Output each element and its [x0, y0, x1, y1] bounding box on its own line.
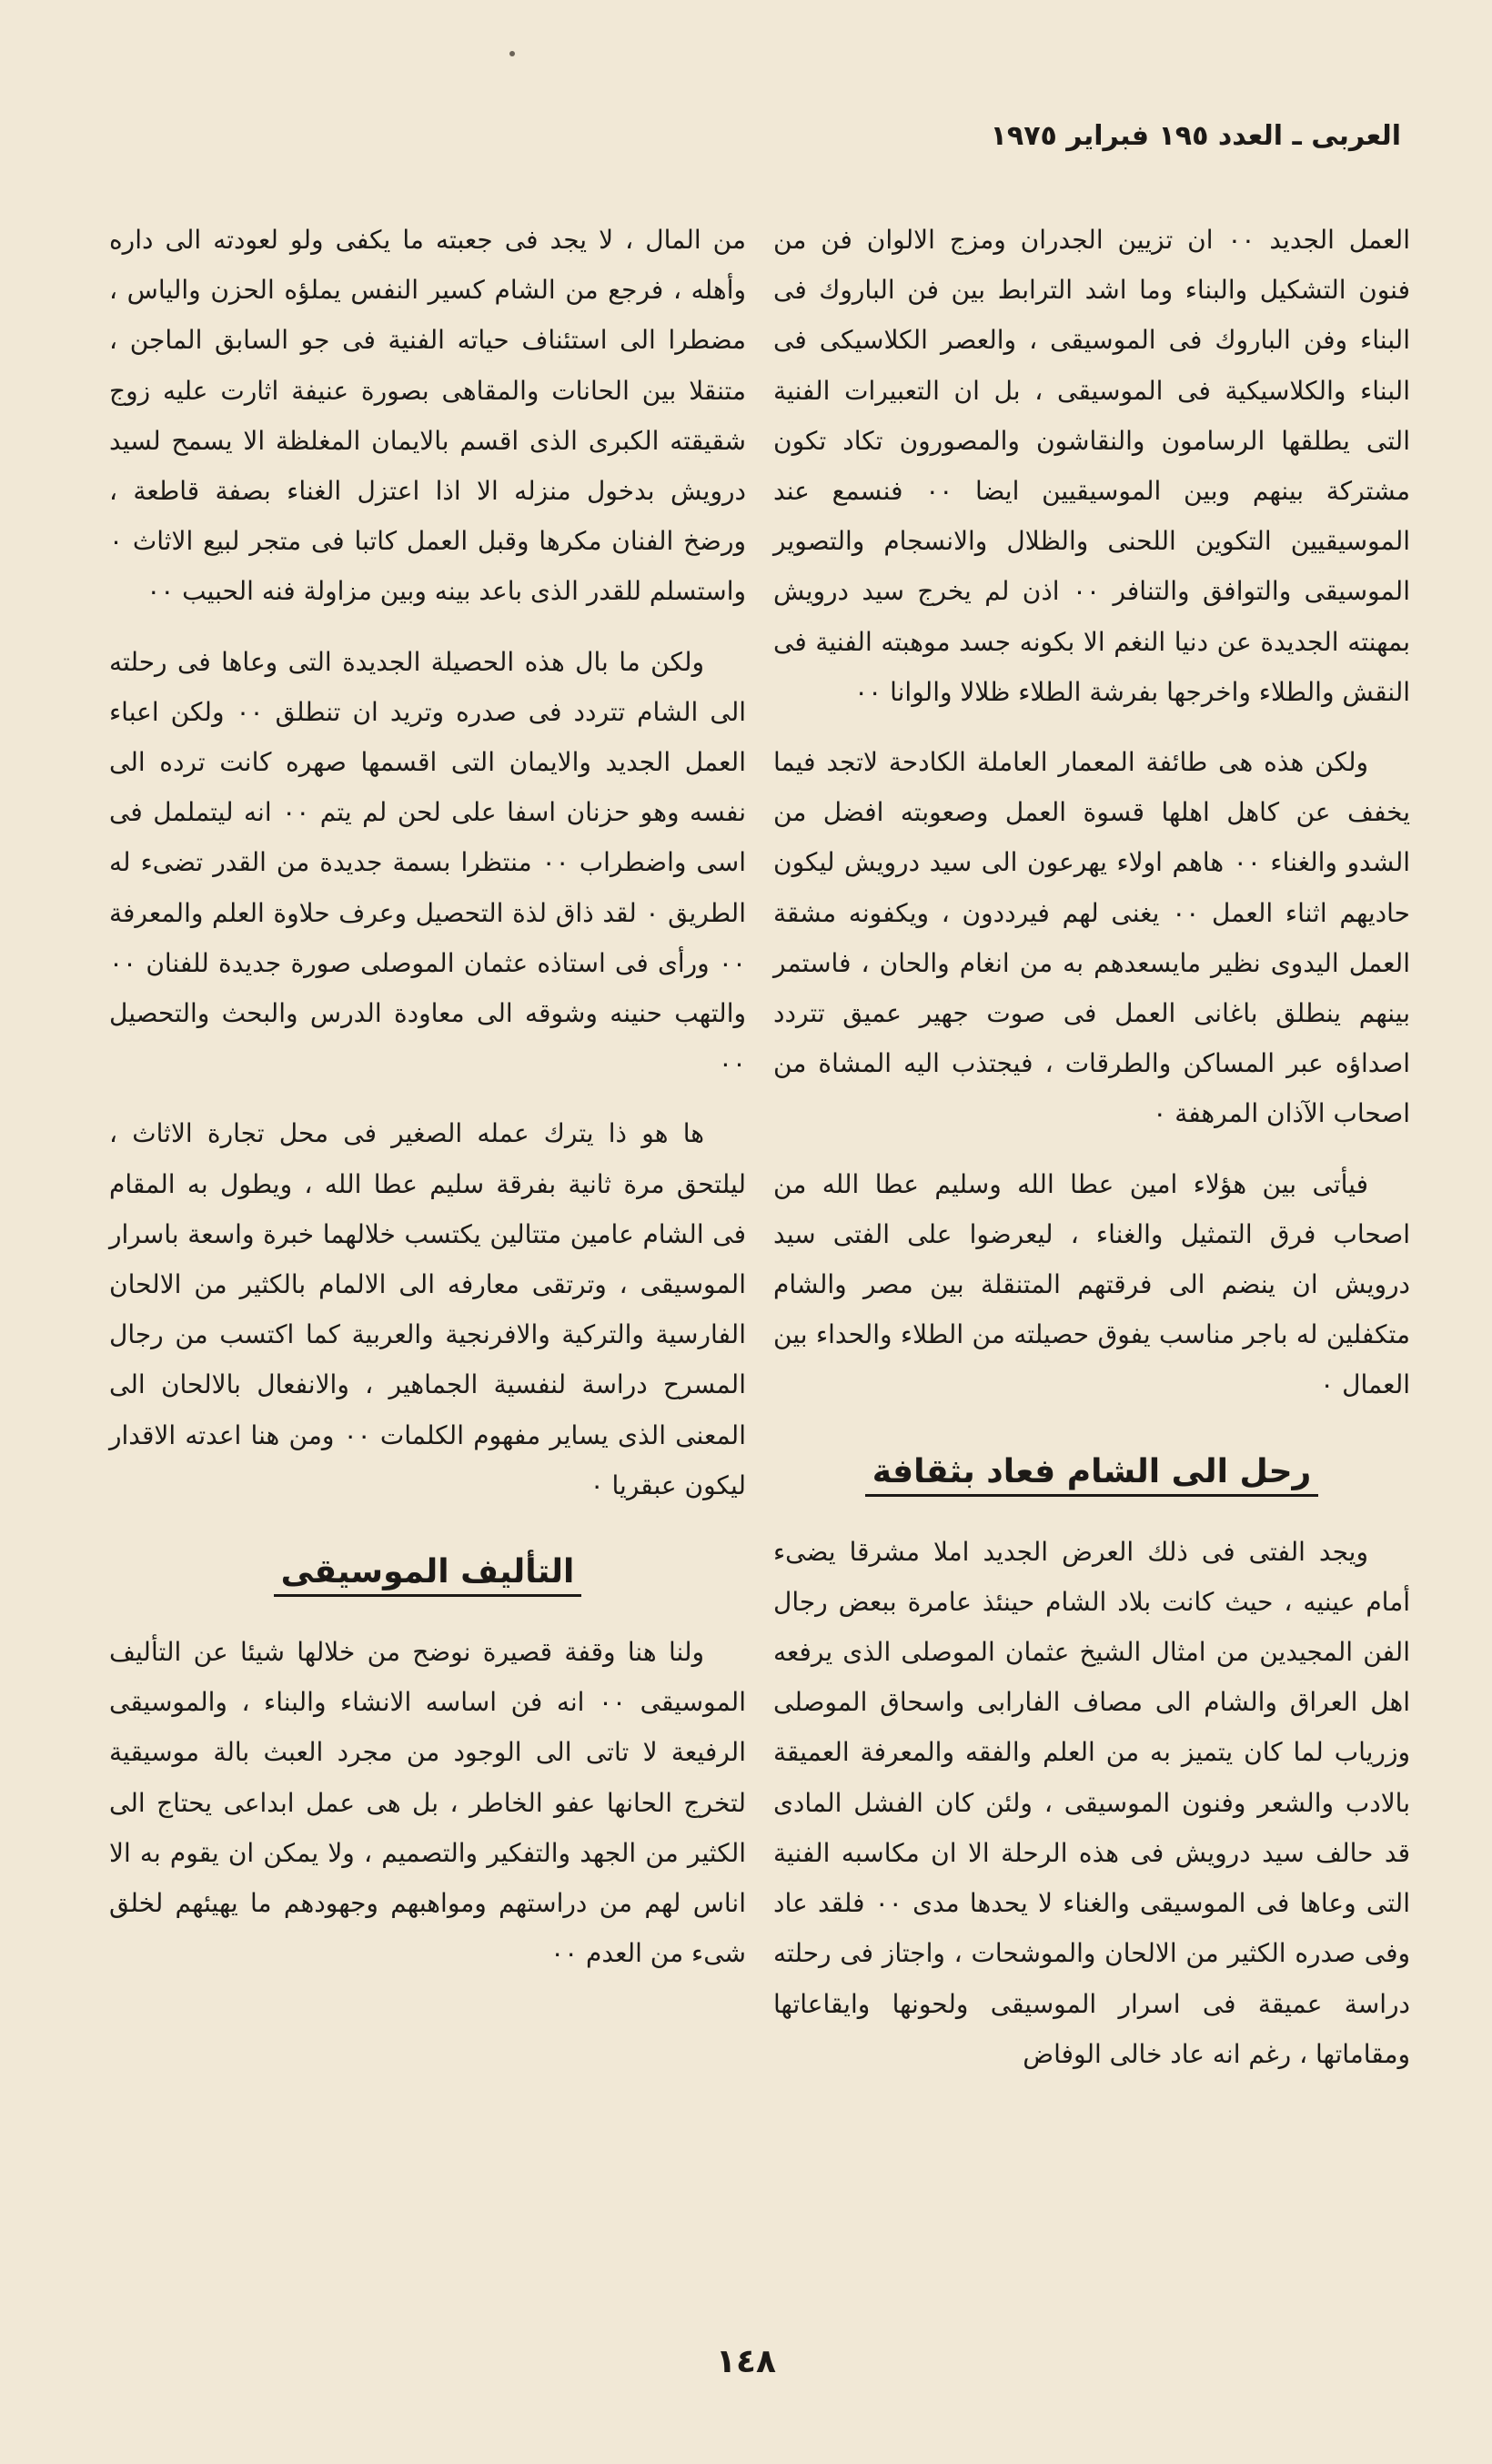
body-paragraph: ولكن هذه هى طائفة المعمار العاملة الكادحة لاتجد فيما يخفف عن كاهل اهلها قسوة العمل وصعوبته افضل من الشدو والغناء ٠٠ هاهم اولاء يهرعون الى سيد درويش ليكون حاديهم اثناء العمل ٠٠ يغنى لهم فيرددون ، ويكفونه مشقة العمل اليدوى نظير مايسعدهم به من انغام والحان ، فاستمر بينهم ينطلق باغانى العمل فى صوت جهير عميق تتردد اصداؤه عبر المساكن والطرقات ، فيجتذب اليه المشاة من اصحاب الآذان المرهفة ٠ [773, 747, 1411, 1129]
body-paragraph: العمل الجديد ٠٠ ان تزيين الجدران ومزج الالوان فن من فنون التشكيل والبناء وما اشد الترابط بين فن الباروك فى البناء وفن الباروك فى الموسيقى ، والعصر الكلاسيكى فى البناء والكلاسيكية فى الموسيقى ، بل ان التعبيرات الفنية التى يطلقها الرسامون والنقاشون والمصورون تكاد تكون مشتركة بينهم وبين الموسيقيين ايضا ٠٠ فنسمع عند الموسيقيين التكوين اللحنى والظلال والانسجام والتصوير الموسيقى والتوافق والتنافر ٠٠ اذن لم يخرج سيد درويش بمهنته الجديدة عن دنيا النغم الا بكونه جسد موهبته الفنية فى النقش والطلاء واخرجها بفرشة الطلاء ظلالا والوانا ٠٠ [773, 225, 1410, 707]
body-paragraph: ولكن ما بال هذه الحصيلة الجديدة التى وعاها فى رحلته الى الشام تتردد فى صدره وتريد ان تنطلق ٠٠ ولكن اعباء العمل الجديد والايمان التى اقسمها صهره كانت ترده الى نفسه وهو حزنان اسفا على لحن لم يتم ٠٠ انه ليتململ فى اسى واضطراب ٠٠ منتظرا بسمة جديدة من القدر تضىء له الطريق ٠ لقد ذاق لذة التحصيل وعرف حلاوة العلم والمعرفة ٠٠ ورأى فى استاذه عثمان الموصلى صورة جديدة للفنان ٠٠ والتهب حنينه وشوقه الى معاودة الدرس والبحث والتحصيل ٠٠ [109, 646, 747, 1079]
body-paragraph: فيأتى بين هؤلاء امين عطا الله وسليم عطا الله من اصحاب فرق التمثيل والغناء ، ليعرضوا على الفتى سيد درويش ان ينضم الى فرقتهم المتنقلة بين مصر والشام متكفلين له باجر مناسب يفوق حصيلته من الطلاء والحداء بين العمال ٠ [773, 1168, 1410, 1400]
body-paragraph: ولنا هنا وقفة قصيرة نوضح من خلالها شيئا عن التأليف الموسيقى ٠٠ انه فن اساسه الانشاء والبناء ، والموسيقى الرفيعة لا تاتى الى الوجود من مجرد العبث بالة موسيقية لتخرج الحانها عفو الخاطر ، بل هى عمل ابداعى يحتاج الى الكثير من الجهد والتفكير والتصميم ، ولا يمكن ان يقوم به الا اناس لهم من دراستهم ومواهبهم وجهودهم ما يهيئهم لخلق شىء من العدم ٠٠ [109, 1637, 746, 1969]
body-paragraph: من المال ، لا يجد فى جعبته ما يكفى ولو لعودته الى داره وأهله ، فرجع من الشام كسير النفس يملؤه الحزن والياس ، مضطرا الى استئناف حياته الفنية فى جو السابق الماجن ، متنقلا بين الحانات والمقاهى بصورة عنيفة اثارت عليه زوج شقيقته الكبرى الذى اقسم بالايمان المغلظة الا يسمح لسيد درويش بدخول منزله الا اذا اعتزل الغناء بصفة قاطعة ، ورضخ الفنان مكرها وقبل العمل كاتبا فى متجر لبيع الاثاث ٠ واستسلم للقدر الذى باعد بينه وبين مزاولة فنه الحبيب ٠٠ [109, 225, 746, 607]
running-head: العربى ـ العدد ١٩٥ فبراير ١٩٧٥ [990, 120, 1401, 152]
body-paragraph: ها هو ذا يترك عمله الصغير فى محل تجارة الاثاث ، ليلتحق مرة ثانية بفرقة سليم عطا الله ، ويطول به المقام فى الشام عامين متتالين يكتسب خلالهما خبرة واسعة باسرار الموسيقى ، وترتقى معارفه الى الالمام بالكثير من الالحان الفارسية والتركية والافرنجية والعربية كما اكتسب من رجال المسرح دراسة لنفسية الجماهير ، والانفعال بالالحان الى المعنى الذى يساير مفهوم الكلمات ٠٠ ومن هنا اعدته الاقدار ليكون عبقريا ٠ [109, 1118, 746, 1500]
speck-mark [509, 51, 515, 56]
section-subheading: رحل الى الشام فعاد بثقافة [773, 1445, 1410, 1500]
section-subheading: التأليف الموسيقى [109, 1545, 746, 1600]
body-paragraph: ويجد الفتى فى ذلك العرض الجديد املا مشرقا يضىء أمام عينيه ، حيث كانت بلاد الشام حينئذ عامرة ببعض رجال الفن المجيدين من امثال الشيخ عثمان الموصلى الذى يرفعه اهل العراق والشام الى مصاف الفارابى واسحاق الموصلى وزرياب لما كان يتميز به من العلم والفقه والمعرفة العميقة بالادب والشعر وفنون الموسيقى ، ولئن كان الفشل المادى قد حالف سيد درويش فى هذه الرحلة الا ان مكاسبه الفنية التى وعاها فى الموسيقى والغناء لا يحدها مدى ٠٠ فلقد عاد وفى صدره الكثير من الالحان والموشحات ، واجتاز فى رحلته دراسة عميقة فى اسرار الموسيقى ولحونها وايقاعاتها ومقاماتها ، رغم انه عاد خالى الوفاض [773, 1536, 1410, 2069]
right-column [773, 215, 1410, 2099]
page-number: ١٤٨ [716, 2343, 776, 2380]
left-column [109, 215, 746, 1999]
